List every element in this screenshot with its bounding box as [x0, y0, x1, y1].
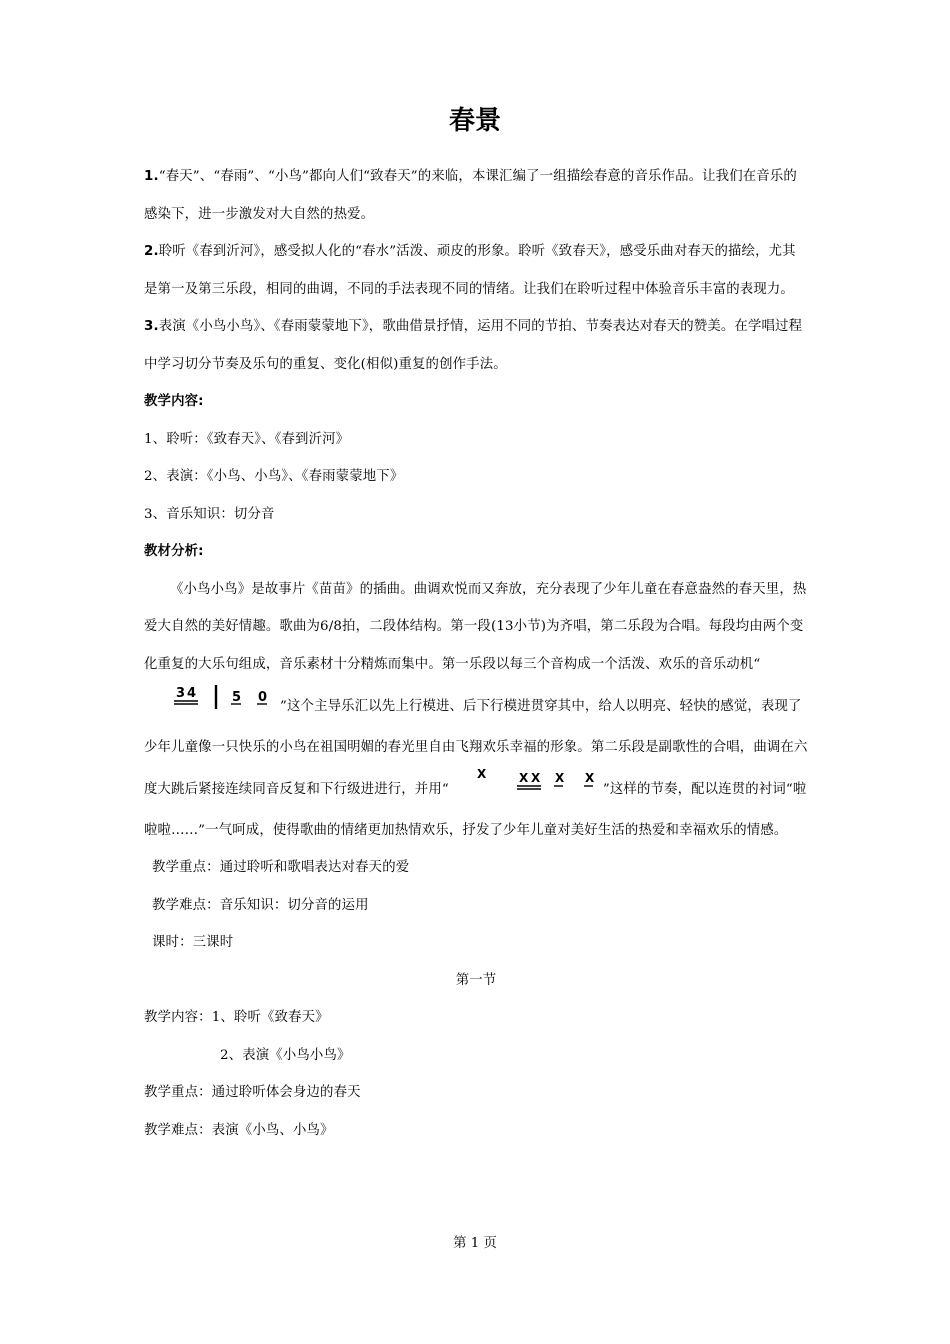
content-item: 1、聆听：《致春天》、《春到沂河》: [144, 431, 350, 447]
goal-3: 3.表演《小鸟小鸟》、《春雨蒙蒙地下》，歌曲借景抒情，运用不同的节拍、节奏表达对春天的赞美。在学唱过程中学习切分节奏及乐句的重复、变化(相似)重复的创作手法。: [144, 319, 803, 372]
content-item: 3、音乐知识：切分音: [144, 506, 275, 522]
note-3: 3: [176, 686, 186, 701]
class-hours: 课时：三课时: [152, 935, 234, 950]
section-key-point: 教学重点：通过聆听体会身边的春天: [144, 1085, 361, 1100]
section-content-2: 2、表演《小鸟小鸟》: [220, 1047, 351, 1063]
music-motif-notation: [144, 683, 280, 729]
rhythm-x: X: [554, 771, 565, 785]
document-body: [144, 158, 808, 1149]
note-0: 0: [258, 690, 268, 705]
rhythm-x: X: [476, 767, 487, 781]
analysis-heading: 教材分析:: [144, 544, 204, 559]
rhythm-x: X: [518, 771, 529, 785]
difficulty: 教学难点：音乐知识：切分音的运用: [152, 897, 369, 913]
rhythm-notation: [449, 766, 603, 812]
page-title: 春景: [448, 106, 501, 136]
content-item: 2、表演：《小鸟、小鸟》、《春雨蒙蒙地下》: [144, 469, 404, 484]
goal-1: 1.“春天”、“春雨”、“小鸟”都向人们“致春天”的来临，本课汇编了一组描绘春意的音乐作品。让我们在音乐的感染下，进一步激发对大自然的热爱。: [144, 169, 797, 222]
section-content: 教学内容：1、聆听《致春天》: [144, 1010, 329, 1025]
section-title: 第一节: [455, 972, 497, 988]
analysis-paragraph: 《小鸟小鸟》是故事片《苗苗》的插曲。曲调欢悦而又奔放，充分表现了少年儿童在春意盎然的春天里，热爱大自然的美好情趣。歌曲为6/8拍，二段体结构。第一段(13小节)为齐唱，第二乐段为合唱。每段均由两个变化重复的大乐句组成，音乐素材十分精炼而集中。第一乐段以每三个音构成一个活泼、欢乐的音乐动机“ 3 4 5 0 ”这个主导乐汇以先上行模进、后下行模进贯穿其中，给人以明亮、轻快的感觉，表现了少年儿童像一只快乐的小鸟在祖国明媚的春光里自由飞翔欢乐幸福的形象。第二乐段是副歌性的合唱，曲调在六度大跳后紧接连续同音反复和下行级进进行，并用“ X X X X X ”这样的节奏，配以连贯的衬词“啦啦啦……”一气呵成，使得歌曲的情绪更加热情欢乐，抒发了少年儿童对美好生活的热爱和幸福欢乐的情感。: [144, 581, 808, 838]
page-number: 第 1 页: [453, 1236, 497, 1251]
content-heading: 教学内容:: [144, 394, 204, 409]
note-4: 4: [187, 686, 197, 701]
rhythm-x: X: [584, 771, 595, 785]
section-difficulty: 教学难点：表演《小鸟、小鸟》: [144, 1122, 334, 1138]
key-point: 教学重点：通过聆听和歌唱表达对春天的爱: [152, 860, 410, 875]
goal-2: 2.聆听《春到沂河》，感受拟人化的“春水”活泼、顽皮的形象。聆听《致春天》，感受乐曲对春天的描绘，尤其是第一及第三乐段，相同的曲调，不同的手法表现不同的情绪。让我们在聆听过程中体验音乐丰富的表现力。: [144, 244, 796, 297]
note-5: 5: [232, 690, 242, 705]
rhythm-x: X: [530, 771, 541, 785]
